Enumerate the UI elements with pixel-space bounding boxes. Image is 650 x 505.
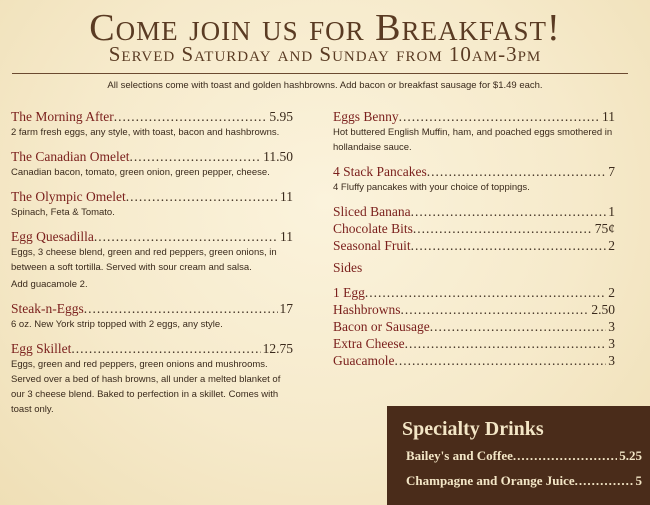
side-item: [333, 284, 615, 301]
item-price: 17: [279, 301, 293, 316]
item-price: 11.50: [263, 149, 293, 164]
sides-list: [333, 284, 615, 369]
item-name: Hashbrowns: [333, 302, 401, 317]
divider: [12, 73, 628, 74]
item-price: 5: [635, 473, 642, 488]
menu-item: [11, 188, 293, 220]
item-description: 4 Fluffy pancakes with your choice of toppings.: [333, 182, 530, 193]
item-addon: Add guacamole 2.: [11, 279, 88, 290]
item-price: 11: [602, 109, 615, 124]
specialty-drinks-panel: [387, 406, 650, 505]
item-description: 2 farm fresh eggs, any style, with toast, bacon and hashbrowns.: [11, 127, 280, 138]
item-name: Bailey's and Coffee: [406, 448, 513, 463]
item-name: Chocolate Bits: [333, 221, 413, 236]
item-name: Steak-n-Eggs: [11, 301, 84, 316]
item-description: Spinach, Feta & Tomato.: [11, 207, 115, 218]
left-menu-column: [11, 108, 293, 425]
item-price: 2.50: [591, 302, 615, 317]
topping-item: [333, 203, 615, 220]
item-price: 11: [280, 189, 293, 204]
item-price: 7: [608, 164, 615, 179]
drinks-list: [406, 447, 642, 489]
item-price: 2: [608, 238, 615, 253]
topping-item: [333, 220, 615, 237]
item-price: 3: [608, 336, 615, 351]
item-price: 11: [280, 229, 293, 244]
side-item: [333, 352, 615, 369]
drink-item: [406, 447, 642, 464]
menu-item: [333, 163, 615, 195]
item-price: 5.25: [619, 448, 642, 463]
item-name: The Olympic Omelet: [11, 189, 126, 204]
sides-heading: Sides: [333, 260, 363, 275]
side-item: [333, 335, 615, 352]
item-name: The Canadian Omelet: [11, 149, 130, 164]
menu-item: [11, 300, 293, 332]
item-price: 1: [608, 204, 615, 219]
item-description: Hot buttered English Muffin, ham, and poached eggs smothered in hollandaise sauce.: [333, 127, 613, 153]
right-menu-column: [333, 108, 615, 369]
side-item: [333, 318, 615, 335]
menu-item: [333, 108, 615, 155]
item-name: The Morning After: [11, 109, 114, 124]
menu-title: Come join us for Breakfast!: [89, 7, 561, 49]
drink-item: [406, 472, 642, 489]
item-price: 3: [608, 353, 615, 368]
item-name: 1 Egg: [333, 285, 365, 300]
topping-item: [333, 237, 615, 254]
item-name: Eggs Benny: [333, 109, 399, 124]
item-name: Extra Cheese: [333, 336, 405, 351]
item-description: Eggs, 3 cheese blend, green and red peppers, green onions, in between a soft tortilla. Served with sour cream and salsa.: [11, 247, 277, 273]
item-name: Egg Skillet: [11, 341, 72, 356]
menu-item: [11, 340, 293, 417]
item-description: 6 oz. New York strip topped with 2 eggs, any style.: [11, 319, 223, 330]
side-item: [333, 301, 615, 318]
item-price: 12.75: [262, 341, 293, 356]
toppings-list: [333, 203, 615, 254]
menu-item: [11, 108, 293, 140]
item-price: 75¢: [594, 221, 615, 236]
menu-item: [11, 148, 293, 180]
item-name: Seasonal Fruit: [333, 238, 411, 253]
item-name: Bacon or Sausage: [333, 319, 430, 334]
item-price: 2: [608, 285, 615, 300]
item-name: Guacamole: [333, 353, 395, 368]
item-name: Sliced Banana: [333, 204, 411, 219]
drinks-title: Specialty Drinks: [402, 418, 544, 440]
menu-item: [11, 228, 293, 292]
item-price: 5.95: [269, 109, 293, 124]
item-name: Egg Quesadilla: [11, 229, 94, 244]
item-name: Champagne and Orange Juice: [406, 473, 575, 488]
item-price: 3: [608, 319, 615, 334]
item-name: 4 Stack Pancakes: [333, 164, 427, 179]
menu-note: All selections come with toast and golden hashbrowns. Add bacon or breakfast sausage for $1.49 each.: [107, 80, 543, 91]
menu-subtitle: Served Saturday and Sunday from 10am-3pm: [108, 42, 542, 66]
item-description: Eggs, green and red peppers, green onions and mushrooms. Served over a bed of hash browns, all under a melted blanket of our 3 cheese blend. Baked to perfection in a skillet. Comes with toast only.: [11, 359, 281, 415]
item-description: Canadian bacon, tomato, green onion, green pepper, cheese.: [11, 167, 270, 178]
